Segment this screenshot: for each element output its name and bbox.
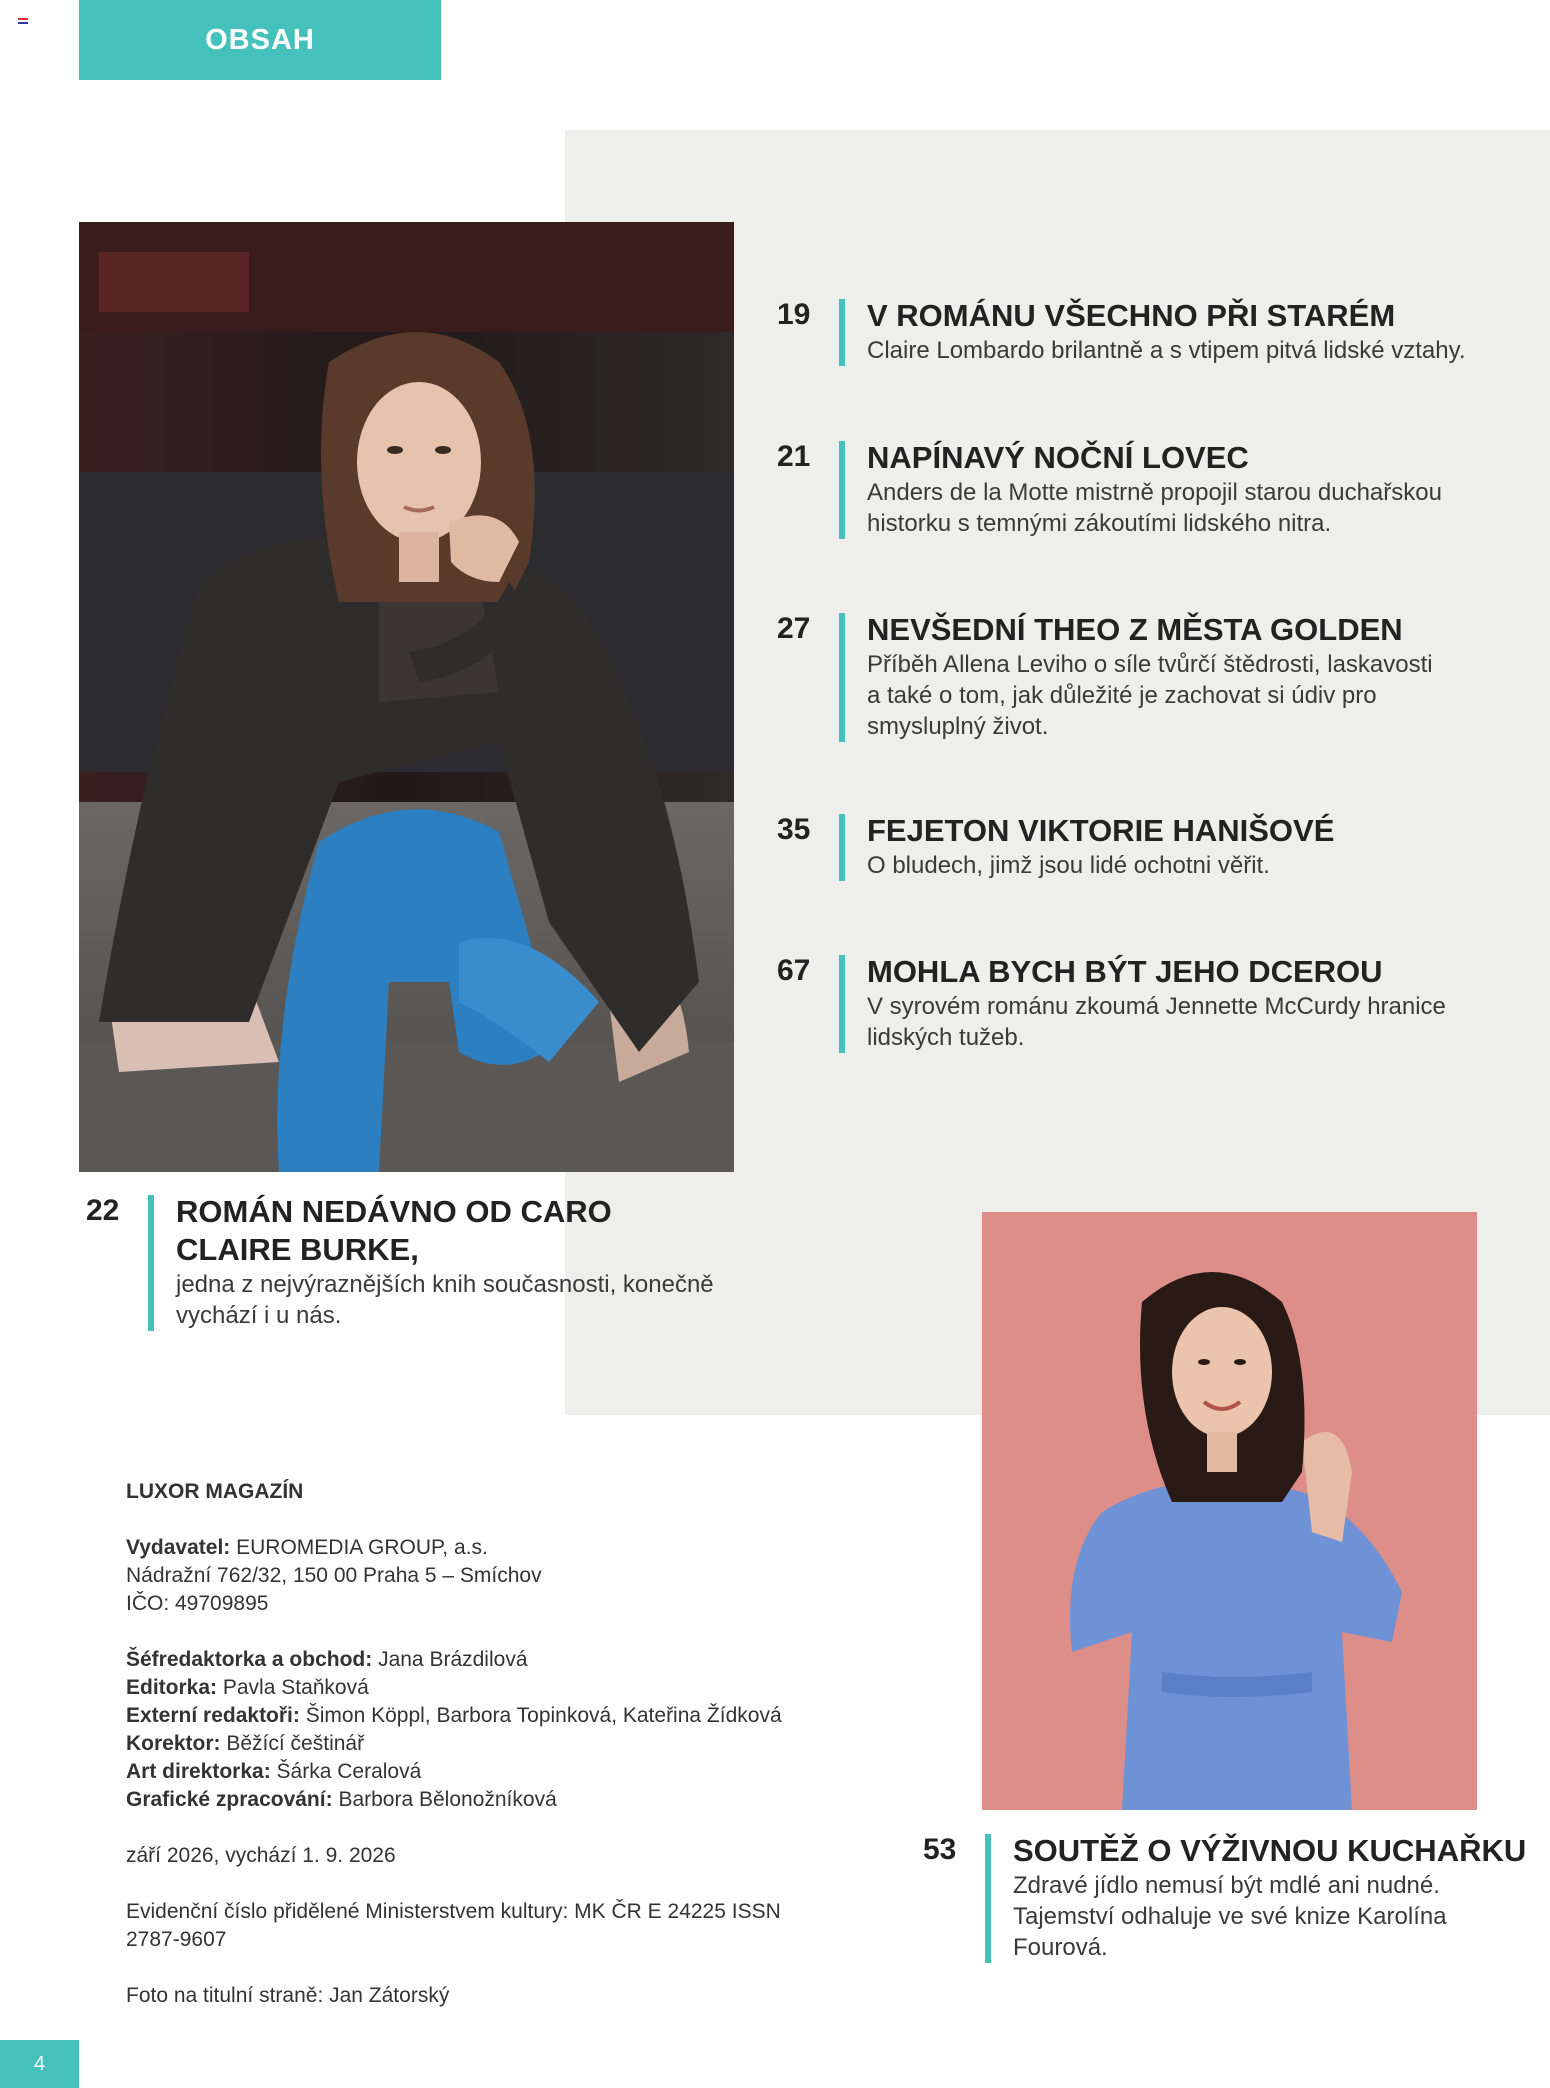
staff-line (126, 1702, 886, 1730)
toc-desc-line: Tajemství odhaluje ve své knize Karolína (1013, 1903, 1447, 1930)
staff-name: Barbora Bělonožníková (338, 1788, 557, 1811)
publisher-ico: IČO: 49709895 (126, 1592, 269, 1615)
toc-entry[interactable] (777, 812, 1334, 881)
staff-role: Grafické zpracování: (126, 1788, 333, 1811)
staff-line (126, 1646, 886, 1674)
publisher-label: Vydavatel: (126, 1536, 231, 1559)
accent-bar (839, 613, 845, 742)
staff-name: Pavla Staňková (222, 1676, 369, 1699)
toc-entry[interactable] (777, 297, 1466, 366)
toc-title: MOHLA BYCH BÝT JEHO DCEROU (867, 954, 1383, 989)
toc-title-line: ROMÁN NEDÁVNO OD CARO (176, 1194, 612, 1229)
registration-line: Evidenční číslo přidělené Ministerstvem kultury: MK ČR E 24225 ISSN (126, 1900, 781, 1923)
issue-date: září 2026, vychází 1. 9. 2026 (126, 1844, 396, 1867)
staff-name: Šárka Ceralová (276, 1760, 422, 1783)
toc-page-number: 27 (777, 612, 811, 645)
toc-title-line: CLAIRE BURKE, (176, 1232, 419, 1267)
toc-entry[interactable] (777, 611, 1433, 742)
toc-desc-line: O bludech, jimž jsou lidé ochotni věřit. (867, 852, 1270, 879)
portrait-illustration-woman-blue-dress (982, 1212, 1477, 1810)
page-number: 4 (0, 2040, 79, 2088)
staff-line (126, 1758, 886, 1786)
toc-desc-line: vychází i u nás. (176, 1302, 342, 1329)
staff-line (126, 1786, 886, 1814)
toc-desc-line: a také o tom, jak důležité je zachovat si údiv pro (867, 682, 1377, 709)
publisher-name: EUROMEDIA GROUP, a.s. (236, 1536, 488, 1559)
section-tab: OBSAH (79, 0, 441, 80)
toc-page-number: 67 (777, 954, 811, 987)
toc-title: V ROMÁNU VŠECHNO PŘI STARÉM (867, 298, 1396, 333)
toc-entry[interactable] (777, 439, 1442, 539)
accent-bar (148, 1195, 154, 1331)
toc-desc-line: smysluplný život. (867, 713, 1049, 740)
publisher-block (126, 1534, 886, 1618)
staff-role: Externí redaktoři: (126, 1704, 300, 1727)
staff-line (126, 1674, 886, 1702)
toc-page-number: 35 (777, 813, 811, 846)
toc-desc-line: Claire Lombardo brilantně a s vtipem pitvá lidské vztahy. (867, 337, 1466, 364)
staff-role: Editorka: (126, 1676, 218, 1699)
toc-entry[interactable] (777, 953, 1446, 1053)
staff-role: Korektor: (126, 1732, 221, 1755)
toc-desc-line: jedna z nejvýraznějších knih současnosti, konečně (176, 1271, 714, 1298)
registration-line: 2787-9607 (126, 1928, 227, 1951)
staff-line (126, 1730, 886, 1758)
staff-name: Běžící češtinář (226, 1732, 365, 1755)
contest-photo (982, 1212, 1477, 1810)
toc-page-number: 19 (777, 298, 811, 331)
toc-desc-line: lidských tužeb. (867, 1024, 1025, 1051)
toc-title: NEVŠEDNÍ THEO Z MĚSTA GOLDEN (867, 612, 1403, 647)
staff-name: Šimon Köppl, Barbora Topinková, Kateřina Žídková (305, 1704, 782, 1727)
imprint (126, 1478, 886, 2010)
staff-block (126, 1646, 886, 1814)
toc-desc-line: historku s temnými zákoutími lidského nitra. (867, 510, 1332, 537)
toc-page-number: 22 (86, 1194, 120, 1227)
cover-photo-credit: Foto na titulní straně: Jan Zátorský (126, 1984, 450, 2007)
toc-page-number: 53 (923, 1833, 957, 1866)
accent-bar (985, 1834, 991, 1963)
staff-name: Jana Brázdilová (378, 1648, 528, 1671)
toc-desc-line: Anders de la Motte mistrně propojil starou duchařskou (867, 479, 1442, 506)
feature-entry-contest[interactable] (923, 1832, 1526, 1963)
publisher-address: Nádražní 762/32, 150 00 Praha 5 – Smíchov (126, 1564, 542, 1587)
toc-desc-line: V syrovém románu zkoumá Jennette McCurdy hranice (867, 993, 1446, 1020)
accent-bar (839, 441, 845, 539)
feature-entry-cover-story[interactable] (86, 1193, 714, 1331)
staff-role: Šéfredaktorka a obchod: (126, 1648, 373, 1671)
staff-role: Art direktorka: (126, 1760, 271, 1783)
toc-title: SOUTĚŽ O VÝŽIVNOU KUCHAŘKU (1013, 1833, 1527, 1868)
magazine-name: LUXOR MAGAZÍN (126, 1480, 304, 1503)
cover-story-photo (79, 222, 734, 1172)
toc-page-number: 21 (777, 440, 811, 473)
toc-title: FEJETON VIKTORIE HANIŠOVÉ (867, 813, 1335, 848)
portrait-illustration-seated-woman (79, 222, 734, 1172)
accent-bar (839, 299, 845, 366)
flag-icon (18, 18, 28, 26)
toc-desc-line: Příběh Allena Leviho o síle tvůrčí štědrosti, laskavosti (867, 651, 1433, 678)
accent-bar (839, 814, 845, 881)
toc-desc-line: Fourová. (1013, 1934, 1108, 1961)
registration-block (126, 1898, 886, 1954)
toc-title: NAPÍNAVÝ NOČNÍ LOVEC (867, 440, 1249, 475)
accent-bar (839, 955, 845, 1053)
toc-desc-line: Zdravé jídlo nemusí být mdlé ani nudné. (1013, 1872, 1440, 1899)
